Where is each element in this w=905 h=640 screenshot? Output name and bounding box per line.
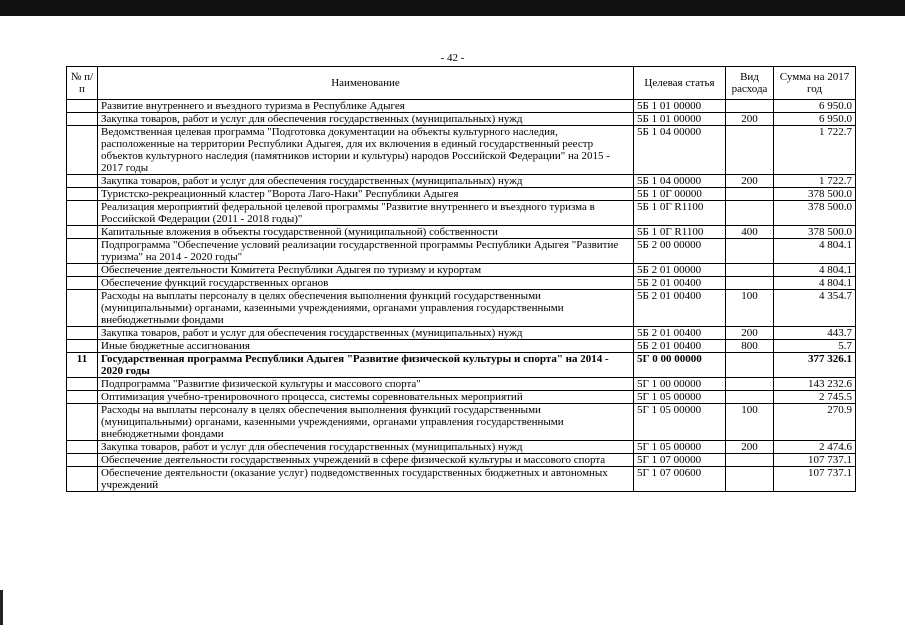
cell-sum: 6 950.0: [774, 113, 856, 126]
table-row: [67, 467, 856, 492]
cell-expense-type: 200: [726, 113, 774, 126]
cell-target-article: 5Г 1 05 00000: [634, 391, 726, 404]
cell-name: Капитальные вложения в объекты государственной (муниципальной) собственности: [98, 226, 634, 239]
cell-name: Подпрограмма "Обеспечение условий реализации государственной программы Республики Адыгея "Развитие туризма" на 2014 - 2020 годы": [98, 239, 634, 264]
cell-target-article: 5Г 1 07 00000: [634, 454, 726, 467]
cell-target-article: 5Б 2 01 00400: [634, 340, 726, 353]
table-row: [67, 264, 856, 277]
cell-target-article: 5Г 1 05 00000: [634, 404, 726, 441]
cell-expense-type: [726, 100, 774, 113]
cell-sum: 2 745.5: [774, 391, 856, 404]
cell-target-article: 5Б 1 01 00000: [634, 100, 726, 113]
header-type: Вид расхода: [726, 67, 774, 100]
cell-sum: 1 722.7: [774, 175, 856, 188]
cell-name: Обеспечение деятельности государственных учреждений в сфере физической культуры и массового спорта: [98, 454, 634, 467]
cell-num: [67, 100, 98, 113]
cell-name: Ведомственная целевая программа "Подготовка документации на объекты культурного наследия, расположенные на территории Республики Адыгея, для их включения в единый государственный реестр объектов культурного наследия (памятников истории и культуры) народов Российской Федерации" на 2015 - 2017 годы: [98, 126, 634, 175]
cell-target-article: 5Б 2 01 00000: [634, 264, 726, 277]
cell-expense-type: [726, 353, 774, 378]
cell-sum: 378 500.0: [774, 188, 856, 201]
cell-target-article: 5Б 1 0Г 00000: [634, 188, 726, 201]
cell-name: Расходы на выплаты персоналу в целях обеспечения выполнения функций государственными (муниципальными) органами, казенными учреждениями, органами управления государственными внебюджетными фондами: [98, 290, 634, 327]
cell-expense-type: [726, 454, 774, 467]
cell-name: Обеспечение деятельности (оказание услуг) подведомственных государственных бюджетных и автономных учреждений: [98, 467, 634, 492]
scan-left-edge: [0, 590, 3, 625]
cell-expense-type: [726, 201, 774, 226]
cell-expense-type: 200: [726, 175, 774, 188]
cell-expense-type: 100: [726, 290, 774, 327]
table-row: [67, 441, 856, 454]
cell-target-article: 5Г 1 07 00600: [634, 467, 726, 492]
cell-sum: 4 804.1: [774, 277, 856, 290]
cell-num: [67, 226, 98, 239]
table-row: [67, 391, 856, 404]
table-row: [67, 404, 856, 441]
cell-name: Оптимизация учебно-тренировочного процесса, системы соревновательных мероприятий: [98, 391, 634, 404]
cell-num: [67, 277, 98, 290]
header-num: № п/п: [67, 67, 98, 100]
header-sum: Сумма на 2017 год: [774, 67, 856, 100]
table-row: [67, 126, 856, 175]
cell-num: [67, 264, 98, 277]
cell-expense-type: [726, 467, 774, 492]
page-number: - 42 -: [440, 52, 465, 64]
cell-sum: 378 500.0: [774, 201, 856, 226]
cell-name: Закупка товаров, работ и услуг для обеспечения государственных (муниципальных) нужд: [98, 327, 634, 340]
cell-target-article: 5Б 1 0Г R1100: [634, 201, 726, 226]
cell-sum: 107 737.1: [774, 467, 856, 492]
cell-target-article: 5Б 2 01 00400: [634, 327, 726, 340]
cell-expense-type: [726, 239, 774, 264]
cell-name: Развитие внутреннего и въездного туризма в Республике Адыгея: [98, 100, 634, 113]
cell-expense-type: [726, 277, 774, 290]
cell-sum: 107 737.1: [774, 454, 856, 467]
cell-sum: 6 950.0: [774, 100, 856, 113]
cell-sum: 443.7: [774, 327, 856, 340]
cell-sum: 270.9: [774, 404, 856, 441]
cell-expense-type: 800: [726, 340, 774, 353]
cell-expense-type: [726, 188, 774, 201]
cell-target-article: 5Б 2 01 00400: [634, 290, 726, 327]
table-row: [67, 378, 856, 391]
cell-target-article: 5Г 1 05 00000: [634, 441, 726, 454]
cell-name: Обеспечение функций государственных органов: [98, 277, 634, 290]
cell-name: Обеспечение деятельности Комитета Республики Адыгея по туризму и курортам: [98, 264, 634, 277]
cell-sum: 5.7: [774, 340, 856, 353]
cell-name: Туристско-рекреационный кластер "Ворота Лаго-Наки" Республики Адыгея: [98, 188, 634, 201]
cell-target-article: 5Б 2 00 00000: [634, 239, 726, 264]
cell-target-article: 5Г 0 00 00000: [634, 353, 726, 378]
cell-name: Подпрограмма "Развитие физической культуры и массового спорта": [98, 378, 634, 391]
cell-num: [67, 378, 98, 391]
budget-table: [66, 66, 856, 492]
cell-name: Государственная программа Республики Адыгея "Развитие физической культуры и спорта" на 2014 - 2020 годы: [98, 353, 634, 378]
cell-num: [67, 239, 98, 264]
cell-expense-type: [726, 378, 774, 391]
table-body: [67, 100, 856, 492]
cell-num: [67, 454, 98, 467]
table-header-row: [67, 67, 856, 100]
table-row: [67, 340, 856, 353]
cell-expense-type: [726, 391, 774, 404]
cell-sum: 2 474.6: [774, 441, 856, 454]
cell-name: Расходы на выплаты персоналу в целях обеспечения выполнения функций государственными (муниципальными) органами, казенными учреждениями, органами управления государственными внебюджетными фондами: [98, 404, 634, 441]
cell-num: [67, 113, 98, 126]
cell-num: [67, 188, 98, 201]
table-row: [67, 353, 856, 378]
cell-sum: 377 326.1: [774, 353, 856, 378]
cell-target-article: 5Б 1 04 00000: [634, 175, 726, 188]
cell-num: [67, 175, 98, 188]
cell-expense-type: 100: [726, 404, 774, 441]
cell-num: [67, 441, 98, 454]
table-row: [67, 100, 856, 113]
cell-num: [67, 340, 98, 353]
cell-name: Реализация мероприятий федеральной целевой программы "Развитие внутреннего и въездного туризма в Российской Федерации (2011 - 2018 годы)": [98, 201, 634, 226]
cell-num: [67, 126, 98, 175]
cell-expense-type: [726, 264, 774, 277]
cell-target-article: 5Г 1 00 00000: [634, 378, 726, 391]
cell-sum: 4 804.1: [774, 239, 856, 264]
cell-num: [67, 391, 98, 404]
cell-num: [67, 290, 98, 327]
table-row: [67, 175, 856, 188]
cell-expense-type: 200: [726, 441, 774, 454]
table-row: [67, 188, 856, 201]
cell-sum: 378 500.0: [774, 226, 856, 239]
cell-name: Иные бюджетные ассигнования: [98, 340, 634, 353]
cell-name: Закупка товаров, работ и услуг для обеспечения государственных (муниципальных) нужд: [98, 113, 634, 126]
cell-num: [67, 201, 98, 226]
cell-name: Закупка товаров, работ и услуг для обеспечения государственных (муниципальных) нужд: [98, 175, 634, 188]
table-row: [67, 290, 856, 327]
header-target: Целевая статья: [634, 67, 726, 100]
cell-expense-type: 200: [726, 327, 774, 340]
cell-target-article: 5Б 2 01 00400: [634, 277, 726, 290]
cell-target-article: 5Б 1 04 00000: [634, 126, 726, 175]
header-name: Наименование: [98, 67, 634, 100]
cell-sum: 1 722.7: [774, 126, 856, 175]
cell-num: [67, 467, 98, 492]
table-row: [67, 113, 856, 126]
cell-expense-type: [726, 126, 774, 175]
cell-sum: 4 804.1: [774, 264, 856, 277]
cell-sum: 4 354.7: [774, 290, 856, 327]
table-row: [67, 454, 856, 467]
cell-sum: 143 232.6: [774, 378, 856, 391]
cell-num: [67, 327, 98, 340]
table-row: [67, 201, 856, 226]
scan-top-border: [0, 0, 905, 16]
cell-target-article: 5Б 1 01 00000: [634, 113, 726, 126]
table-row: [67, 226, 856, 239]
cell-name: Закупка товаров, работ и услуг для обеспечения государственных (муниципальных) нужд: [98, 441, 634, 454]
table-row: [67, 239, 856, 264]
cell-expense-type: 400: [726, 226, 774, 239]
cell-num: [67, 404, 98, 441]
table-row: [67, 277, 856, 290]
table-row: [67, 327, 856, 340]
cell-num: 11: [67, 353, 98, 378]
cell-target-article: 5Б 1 0Г R1100: [634, 226, 726, 239]
